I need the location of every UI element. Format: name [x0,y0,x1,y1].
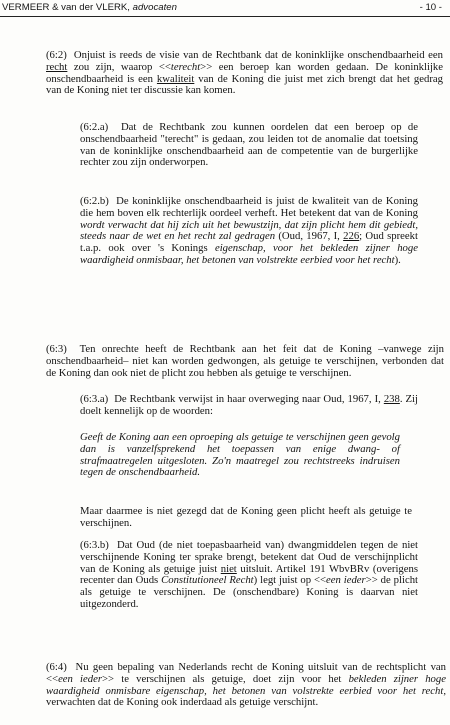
firm-name-text: VERMEER & van der VLERK, [2,2,130,13]
paragraph-6-3: (6:3) Ten onrechte heeft de Rechtbank aan het feit dat de Koning –vanwege zijn onschendbaarheid– niet kan worden gedwongen, als getuige te verschijnen, verbonden dat de Koning dan ook niet de plicht zou hebben als getuige te verschijnen. [46,343,444,379]
paragraph-6-3a: (6:3.a) De Rechtbank verwijst in haar overweging naar Oud, 1967, I, 238. Zij doelt kennelijk op de woorden: [80,393,418,417]
paragraph-6-2a: (6:2.a) Dat de Rechtbank zou kunnen oordelen dat een beroep op de onschendbaarheid "terecht" is gedaan, zou leiden tot de anomalie dat toetsing van de koninklijke onschendbaarheid aan de competentie van de burgerlijke rechter zou zijn onderworpen. [80,121,418,169]
paragraph-6-2: (6:2) Onjuist is reeds de visie van de Rechtbank dat de koninklijke onschendbaarheid een recht zou zijn, waarop <<terecht>> een beroep kan worden gedaan. De koninklijke onschendbaarheid is een kwaliteit van de Koning die juist met zich brengt dat het gedrag van de Koning niet ter discussie kan komen. [46,49,443,97]
page-number: - 10 - [419,2,442,13]
paragraph-6-3a-continued: Maar daarmee is niet gezegd dat de Koning geen plicht heeft als getuige te verschijnen. [80,505,412,529]
firm-name [2,1,177,15]
firm-suffix: advocaten [132,2,177,13]
page-header [0,0,450,17]
paragraph-6-2b: (6:2.b) De koninklijke onschendbaarheid is juist de kwaliteit van de Koning die hem boven elk rechterlijk oordeel verheft. Het betekent dat van de Koning wordt verwacht dat hij zich uit het bewustzijn, dat zijn plicht hem dit gebiedt, steeds naar de wet en het recht zal gedragen (Oud, 1967, I, 226; Oud spreekt t.a.p. ook over 's Konings eigenschap, voor het bekleden zijner hoge waardigheid onmisbaar, het betonen van volstrekte eerbied voor het recht). [80,195,418,266]
quote-oud: Geeft de Koning aan een oproeping als getuige te verschijnen geen gevolg dan is vanzelfsprekend het toepassen van enige dwang- of strafmaatregelen uitgesloten. Zo'n maatregel zou rechtstreeks indruisen tegen de onschendbaarheid. [80,431,400,479]
paragraph-6-3b: (6:3.b) Dat Oud (de niet toepasbaarheid van) dwangmiddelen tegen de niet verschijnende Koning ter sprake brengt, betekent dat Oud de verschijnplicht van de Koning als getuige juist niet uitsluit. Artikel 191 WbvBRv (overigens recenter dan Ouds Constitutioneel Recht) legt juist op <<een ieder>> de plicht als getuige te verschijnen. De (onschendbare) Koning is daarvan niet uitgezonderd. [80,539,419,610]
paragraph-6-4: (6:4) Nu geen bepaling van Nederlands recht de Koning uitsluit van de rechtsplicht van <<een ieder>> te verschijnen als getuige, doet zijn voor het bekleden zijner hoge waardigheid onmisbare eigenschap, het betonen van volstrekte eerbied voor het recht, verwachten dat de Koning ook inderdaad als getuige verschijnt. [46,661,446,709]
